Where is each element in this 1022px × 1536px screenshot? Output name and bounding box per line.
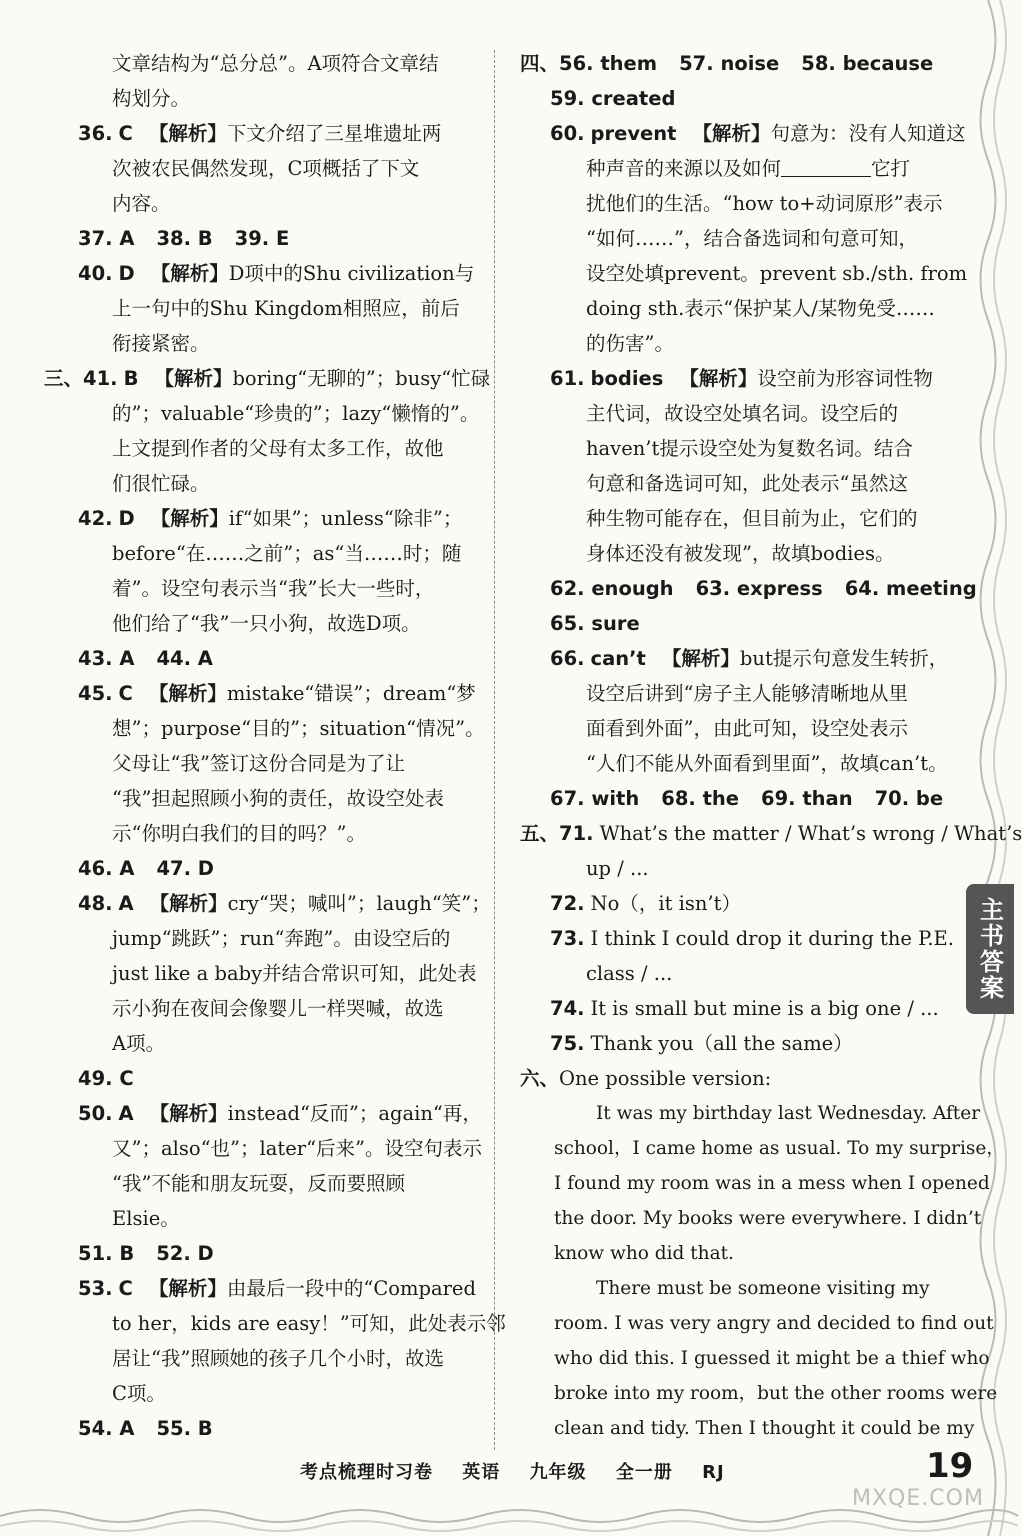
answer-line <box>520 1236 948 1271</box>
answer-item: 46. A <box>78 857 135 880</box>
question-number: 48. <box>78 892 113 915</box>
line-text: 居让“我”照顾她的孩子几个小时，故选 <box>112 1347 444 1370</box>
answer-key: A <box>118 1102 134 1125</box>
line-text: A项。 <box>112 1032 166 1055</box>
answer-line <box>44 431 474 466</box>
question-number: 41. <box>83 367 118 390</box>
answer-line <box>520 1026 948 1061</box>
footer <box>300 1458 747 1484</box>
answer-line <box>520 676 948 711</box>
section-number: 四、 <box>520 52 560 75</box>
line-text: No（，it isn’t） <box>590 892 741 915</box>
answer-line <box>44 676 474 711</box>
answer-line <box>520 956 948 991</box>
analysis-tag: 【解析】 <box>149 892 228 915</box>
answer-line <box>520 501 948 536</box>
answer-line <box>520 711 948 746</box>
line-text: class / ... <box>586 962 673 985</box>
line-text: the door. My books were everywhere. I didn’t <box>554 1208 982 1229</box>
section-number: 五、 <box>520 822 560 845</box>
question-number: 72. <box>550 892 585 915</box>
left-column <box>44 46 506 1446</box>
line-text: if“如果”；unless“除非”； <box>228 507 463 530</box>
line-text: 种声音的来源以及如何 <box>586 157 782 180</box>
line-text: It is small but mine is a big one / ... <box>590 997 939 1020</box>
line-text: 着”。设空句表示当“我”长大一些时， <box>112 577 435 600</box>
line-text: What’s the matter / What’s wrong / What’s <box>599 822 1022 845</box>
answer-line <box>520 81 948 116</box>
line-text: to her，kids are easy！”可知，此处表示邻 <box>112 1312 506 1335</box>
line-text: 面看到外面”，由此可知，设空处表示 <box>586 717 908 740</box>
line-text: There must be someone visiting my <box>596 1278 930 1299</box>
answer-line <box>44 956 477 991</box>
question-number: 75. <box>550 1032 585 1055</box>
line-text: “我”不能和朋友玩耍，反而要照顾 <box>112 1172 405 1195</box>
line-text: 身体还没有被发现”，故填bodies。 <box>586 542 895 565</box>
analysis-tag: 【解析】 <box>154 367 233 390</box>
line-text: cry“哭；喊叫”；laugh“笑”； <box>227 892 491 915</box>
answer-line <box>44 746 474 781</box>
line-text: broke into my room，but the other rooms were <box>554 1383 998 1404</box>
answer-item: 58. because <box>801 52 934 75</box>
footer-grade: 九年级 <box>529 1462 587 1483</box>
answer-line <box>44 1166 474 1201</box>
line-text: haven’t提示设空处为复数名词。结合 <box>586 437 913 460</box>
line-text: “我”担起照顾小狗的责任，故设空处表 <box>112 787 444 810</box>
line-text: up / ... <box>586 857 649 880</box>
answer-line <box>44 1236 474 1271</box>
answer-line <box>44 186 474 221</box>
answer-line <box>520 851 948 886</box>
line-text: D项中的Shu civilization与 <box>228 262 475 285</box>
line-text: It was my birthday last Wednesday. After <box>596 1103 981 1124</box>
answer-line <box>520 1376 998 1411</box>
answer-line <box>520 221 948 256</box>
answer-item: 38. B <box>156 227 213 250</box>
answer-line <box>44 1376 474 1411</box>
answer-line <box>44 466 474 501</box>
line-text: 又”；also“也”；later“后来”。设空句表示 <box>112 1137 483 1160</box>
line-text: 次被农民偶然发现，C项概括了下文 <box>112 157 420 180</box>
answer-key: A <box>118 892 134 915</box>
line-text: I think I could drop it during the P.E. <box>590 927 954 950</box>
line-text: 种生物可能存在，但目前为止，它们的 <box>586 507 918 530</box>
line-text: before“在……之前”；as“当……时；随 <box>112 542 462 565</box>
line-text: 扰他们的生活。“how to+动词原形”表示 <box>586 192 943 215</box>
line-text: 内容。 <box>112 192 171 215</box>
answer-line <box>44 396 480 431</box>
answer-line <box>520 1271 948 1306</box>
line-text: 示“你明白我们的目的吗？”。 <box>112 822 366 845</box>
line-text: I found my room was in a mess when I opened <box>554 1173 990 1194</box>
answer-item: 70. be <box>874 787 944 810</box>
answer-line <box>44 816 474 851</box>
line-text: 父母让“我”签订这份合同是为了让 <box>112 752 405 775</box>
line-text: 想”；purpose“目的”；situation“情况”。 <box>112 717 485 740</box>
answer-key: D <box>118 262 135 285</box>
line-text: 下文介绍了三星堆遗址两 <box>226 122 442 145</box>
line-text: just like a baby并结合常识可知，此处表 <box>112 962 477 985</box>
answer-line <box>44 1096 482 1131</box>
question-number: 45. <box>78 682 113 705</box>
column-divider <box>494 50 495 1450</box>
answer-line <box>44 1026 474 1061</box>
answer-item: 55. B <box>156 1417 213 1440</box>
answer-item: 65. sure <box>550 612 640 635</box>
line-text: 上文提到作者的父母有太多工作，故他 <box>112 437 444 460</box>
line-text: know who did that. <box>554 1243 734 1264</box>
answer-line <box>44 781 474 816</box>
line-text: 的伤害”。 <box>586 332 674 355</box>
question-number: 66. <box>550 647 585 670</box>
line-text: 文章结构为“总分总”。A项符合文章结 <box>112 52 439 75</box>
line-text: 由最后一段中的“Compared <box>226 1277 476 1300</box>
line-text: 主代词，故设空处填名词。设空后的 <box>586 402 899 425</box>
line-text-tail: 它打 <box>871 157 911 180</box>
answer-line <box>44 116 474 151</box>
answer-line <box>44 501 474 536</box>
question-number: 71. <box>559 822 594 845</box>
analysis-tag: 【解析】 <box>150 262 229 285</box>
answer-item: 69. than <box>761 787 853 810</box>
line-text: Thank you（all the same） <box>590 1032 853 1055</box>
answer-line <box>44 641 474 676</box>
answer-line <box>44 536 474 571</box>
answer-key: D <box>118 507 135 530</box>
answer-key: C <box>118 122 133 145</box>
line-text: 他们给了“我”一只小狗，故选D项。 <box>112 612 421 635</box>
answer-line <box>520 746 948 781</box>
answer-item: 39. E <box>234 227 290 250</box>
answer-key: C <box>118 682 133 705</box>
answer-line <box>44 921 474 956</box>
answer-line <box>44 326 474 361</box>
answer-key: can’t <box>590 647 646 670</box>
answer-item: 43. A <box>78 647 135 670</box>
analysis-tag: 【解析】 <box>679 367 758 390</box>
line-text: 的”；valuable“珍贵的”；lazy“懒惰的”。 <box>112 402 480 425</box>
question-number: 60. <box>550 122 585 145</box>
answer-line <box>520 256 968 291</box>
answer-line <box>520 1061 948 1096</box>
line-text: but提示句意发生转折， <box>739 647 949 670</box>
answer-line <box>520 571 977 606</box>
line-text: Elsie。 <box>112 1207 180 1230</box>
line-text: who did this. I guessed it might be a thief who <box>554 1348 990 1369</box>
answer-item: 68. the <box>661 787 740 810</box>
answer-item: 44. A <box>156 647 213 670</box>
question-number: 36. <box>78 122 113 145</box>
answer-line <box>44 711 485 746</box>
section-number: 三、 <box>44 367 84 390</box>
answer-line <box>520 396 948 431</box>
question-number: 50. <box>78 1102 113 1125</box>
footer-edition: RJ <box>702 1462 725 1483</box>
question-number: 40. <box>78 262 113 285</box>
answer-key: bodies <box>590 367 664 390</box>
line-text: 设空处填prevent。prevent sb./sth. from <box>586 262 968 285</box>
answer-line <box>520 1131 1005 1166</box>
answer-line <box>44 1271 474 1306</box>
answer-key: B <box>123 367 139 390</box>
answer-line <box>44 1131 483 1166</box>
watermark-text: MXQE.COM <box>852 1486 984 1511</box>
answer-item: 52. D <box>156 1242 214 1265</box>
analysis-tag: 【解析】 <box>149 1102 228 1125</box>
line-text: 示小狗在夜间会像婴儿一样哭喊，故选 <box>112 997 444 1020</box>
answer-line <box>44 1341 474 1376</box>
answer-item: 63. express <box>695 577 823 600</box>
answer-line <box>520 291 948 326</box>
answer-key: C <box>118 1277 133 1300</box>
line-text: mistake“错误”；dream“梦 <box>226 682 476 705</box>
line-text: 衔接紧密。 <box>112 332 210 355</box>
footer-subject: 英语 <box>462 1462 501 1483</box>
answer-line <box>520 921 954 956</box>
answer-line <box>520 186 948 221</box>
answer-line <box>44 361 491 396</box>
answer-line <box>44 1306 506 1341</box>
answer-item: 67. with <box>550 787 640 810</box>
answer-line <box>520 326 948 361</box>
analysis-tag: 【解析】 <box>692 122 771 145</box>
answer-line <box>44 46 474 81</box>
answer-line <box>44 81 474 116</box>
line-text: “如何……”，结合备选词和句意可知， <box>586 227 918 250</box>
answer-line <box>520 816 1022 851</box>
answer-line <box>44 851 474 886</box>
question-number: 53. <box>78 1277 113 1300</box>
line-text: One possible version: <box>559 1067 772 1090</box>
answer-item: 56. them <box>559 52 658 75</box>
line-text: boring“无聊的”；busy“忙碌 <box>232 367 491 390</box>
answer-line <box>520 781 948 816</box>
answer-line <box>520 46 948 81</box>
answer-line <box>520 641 948 676</box>
line-text: 上一句中的Shu Kingdom相照应，前后 <box>112 297 460 320</box>
answer-line <box>520 606 948 641</box>
answer-line <box>520 1201 982 1236</box>
question-number: 73. <box>550 927 585 950</box>
answer-line <box>520 536 948 571</box>
answer-item: 51. B <box>78 1242 135 1265</box>
answer-line <box>44 256 474 291</box>
line-text: jump“跳跃”；run“奔跑”。由设空后的 <box>112 927 451 950</box>
answer-line <box>44 606 474 641</box>
answer-item: 49. C <box>78 1067 134 1090</box>
line-text: 设空后讲到“房子主人能够清晰地从里 <box>586 682 908 705</box>
line-text: 们很忙碌。 <box>112 472 210 495</box>
line-text: school，I came home as usual. To my surprise， <box>554 1138 1005 1159</box>
answer-line <box>44 1061 474 1096</box>
line-text: doing sth.表示“保护某人/某物免受…… <box>586 297 935 320</box>
answer-line <box>44 571 474 606</box>
answer-line <box>520 466 948 501</box>
analysis-tag: 【解析】 <box>661 647 740 670</box>
line-text: instead“反而”；again“再， <box>227 1102 482 1125</box>
line-text: “人们不能从外面看到里面”，故填can’t。 <box>586 752 948 775</box>
footer-series: 考点梳理时习卷 <box>300 1462 433 1483</box>
answer-item: 37. A <box>78 227 135 250</box>
fill-blank <box>781 156 871 177</box>
section-number: 六、 <box>520 1067 560 1090</box>
question-number: 42. <box>78 507 113 530</box>
line-text: 设空前为形容词性物 <box>757 367 933 390</box>
answer-line <box>44 1201 474 1236</box>
analysis-tag: 【解析】 <box>148 122 227 145</box>
answer-line <box>520 991 948 1026</box>
answer-line <box>520 1096 981 1131</box>
analysis-tag: 【解析】 <box>150 507 229 530</box>
line-text: room. I was very angry and decided to find out <box>554 1313 994 1334</box>
footer-volume: 全一册 <box>615 1462 673 1483</box>
answer-line <box>520 361 948 396</box>
answer-item: 59. created <box>550 87 676 110</box>
side-tab-label: 主书答案 <box>966 884 1014 1014</box>
answer-line <box>520 431 948 466</box>
question-number: 74. <box>550 997 585 1020</box>
answer-line <box>44 291 474 326</box>
answer-line <box>520 1166 990 1201</box>
answer-line <box>520 116 966 151</box>
answer-key: prevent <box>590 122 677 145</box>
line-text: clean and tidy. Then I thought it could be my <box>554 1418 975 1439</box>
answer-line <box>520 1306 994 1341</box>
answer-item: 57. noise <box>679 52 780 75</box>
answer-item: 62. enough <box>550 577 674 600</box>
answer-line <box>520 1411 975 1446</box>
answer-line <box>44 886 491 921</box>
answer-item: 54. A <box>78 1417 135 1440</box>
answer-line <box>44 1411 474 1446</box>
line-text: 构划分。 <box>112 87 191 110</box>
answer-line <box>44 221 474 256</box>
answer-item: 64. meeting <box>844 577 977 600</box>
answer-item: 47. D <box>156 857 214 880</box>
line-text: C项。 <box>112 1382 166 1405</box>
line-text: 句意为：没有人知道这 <box>770 122 966 145</box>
analysis-tag: 【解析】 <box>148 1277 227 1300</box>
page-number: 19 <box>926 1446 974 1486</box>
answer-line <box>520 1341 990 1376</box>
line-text: 句意和备选词可知，此处表示“虽然这 <box>586 472 908 495</box>
answer-line <box>520 151 948 186</box>
answer-line <box>44 151 474 186</box>
answer-line <box>520 886 948 921</box>
question-number: 61. <box>550 367 585 390</box>
answer-line <box>44 991 474 1026</box>
analysis-tag: 【解析】 <box>148 682 227 705</box>
